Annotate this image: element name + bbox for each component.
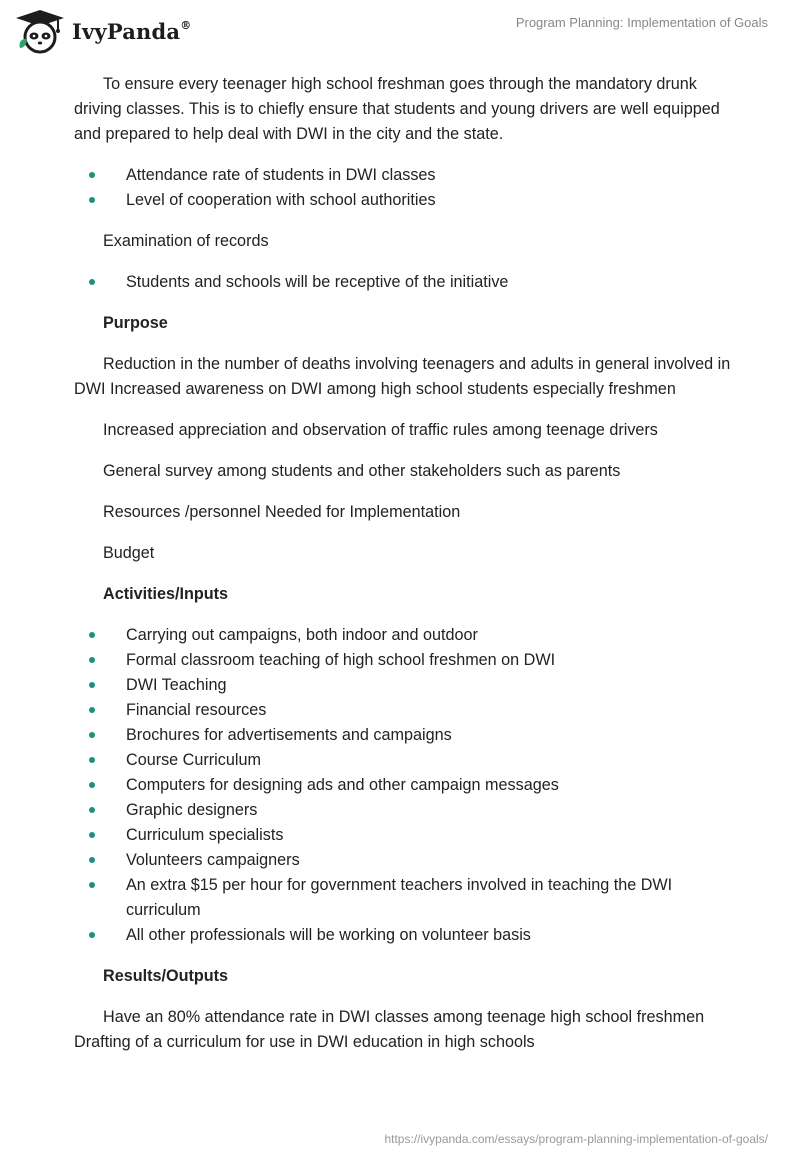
list-item: Financial resources (74, 698, 734, 723)
registered-mark: ® (180, 18, 192, 32)
document-title: Program Planning: Implementation of Goals (515, 15, 768, 30)
survey-paragraph: General survey among students and other stakeholders such as parents (103, 462, 621, 480)
examination-paragraph: Examination of records (103, 232, 269, 250)
assumption-list (74, 270, 734, 295)
list-item: All other professionals will be working on volunteer basis (74, 923, 734, 948)
list-item: Course Curriculum (74, 748, 734, 773)
activities-heading: Activities/Inputs (103, 585, 229, 603)
source-url[interactable]: https://ivypanda.com/essays/program-planning-implementation-of-goals/ (384, 1132, 768, 1146)
list-item: An extra $15 per hour for government teachers involved in teaching the DWI curriculum (74, 873, 734, 923)
list-item: Brochures for advertisements and campaigns (74, 723, 734, 748)
purpose-heading: Purpose (103, 314, 168, 332)
list-item: Students and schools will be receptive of the initiative (74, 270, 734, 295)
activities-list (74, 623, 734, 948)
ivypanda-logo[interactable] (14, 8, 191, 54)
panda-graduation-icon (14, 8, 66, 54)
results-paragraph: Have an 80% attendance rate in DWI classes among teenage high school freshmen Drafting of a curriculum for use in DWI education in high schools (74, 1008, 705, 1051)
intro-paragraph: To ensure every teenager high school freshman goes through the mandatory drunk driving classes. This is to chiefly ensure that students and young drivers are well equipped and prepared to help deal with DWI in the city and the state. (74, 75, 720, 143)
budget-paragraph: Budget (103, 544, 155, 562)
list-item: DWI Teaching (74, 673, 734, 698)
list-item: Volunteers campaigners (74, 848, 734, 873)
resources-paragraph: Resources /personnel Needed for Implementation (103, 503, 461, 521)
list-item: Attendance rate of students in DWI classes (74, 163, 734, 188)
purpose-paragraph: Reduction in the number of deaths involving teenagers and adults in general involved in DWI Increased awareness on DWI among high school students especially freshmen (74, 355, 731, 398)
list-item: Graphic designers (74, 798, 734, 823)
page-header (0, 0, 800, 64)
results-heading: Results/Outputs (103, 967, 229, 985)
appreciation-paragraph: Increased appreciation and observation of traffic rules among teenage drivers (103, 421, 658, 439)
list-item: Computers for designing ads and other campaign messages (74, 773, 734, 798)
list-item: Curriculum specialists (74, 823, 734, 848)
document-body (74, 72, 734, 1055)
indicator-list (74, 163, 734, 213)
brand-name: IvyPanda® (72, 18, 192, 44)
list-item: Formal classroom teaching of high school freshmen on DWI (74, 648, 734, 673)
list-item: Carrying out campaigns, both indoor and outdoor (74, 623, 734, 648)
list-item: Level of cooperation with school authorities (74, 188, 734, 213)
